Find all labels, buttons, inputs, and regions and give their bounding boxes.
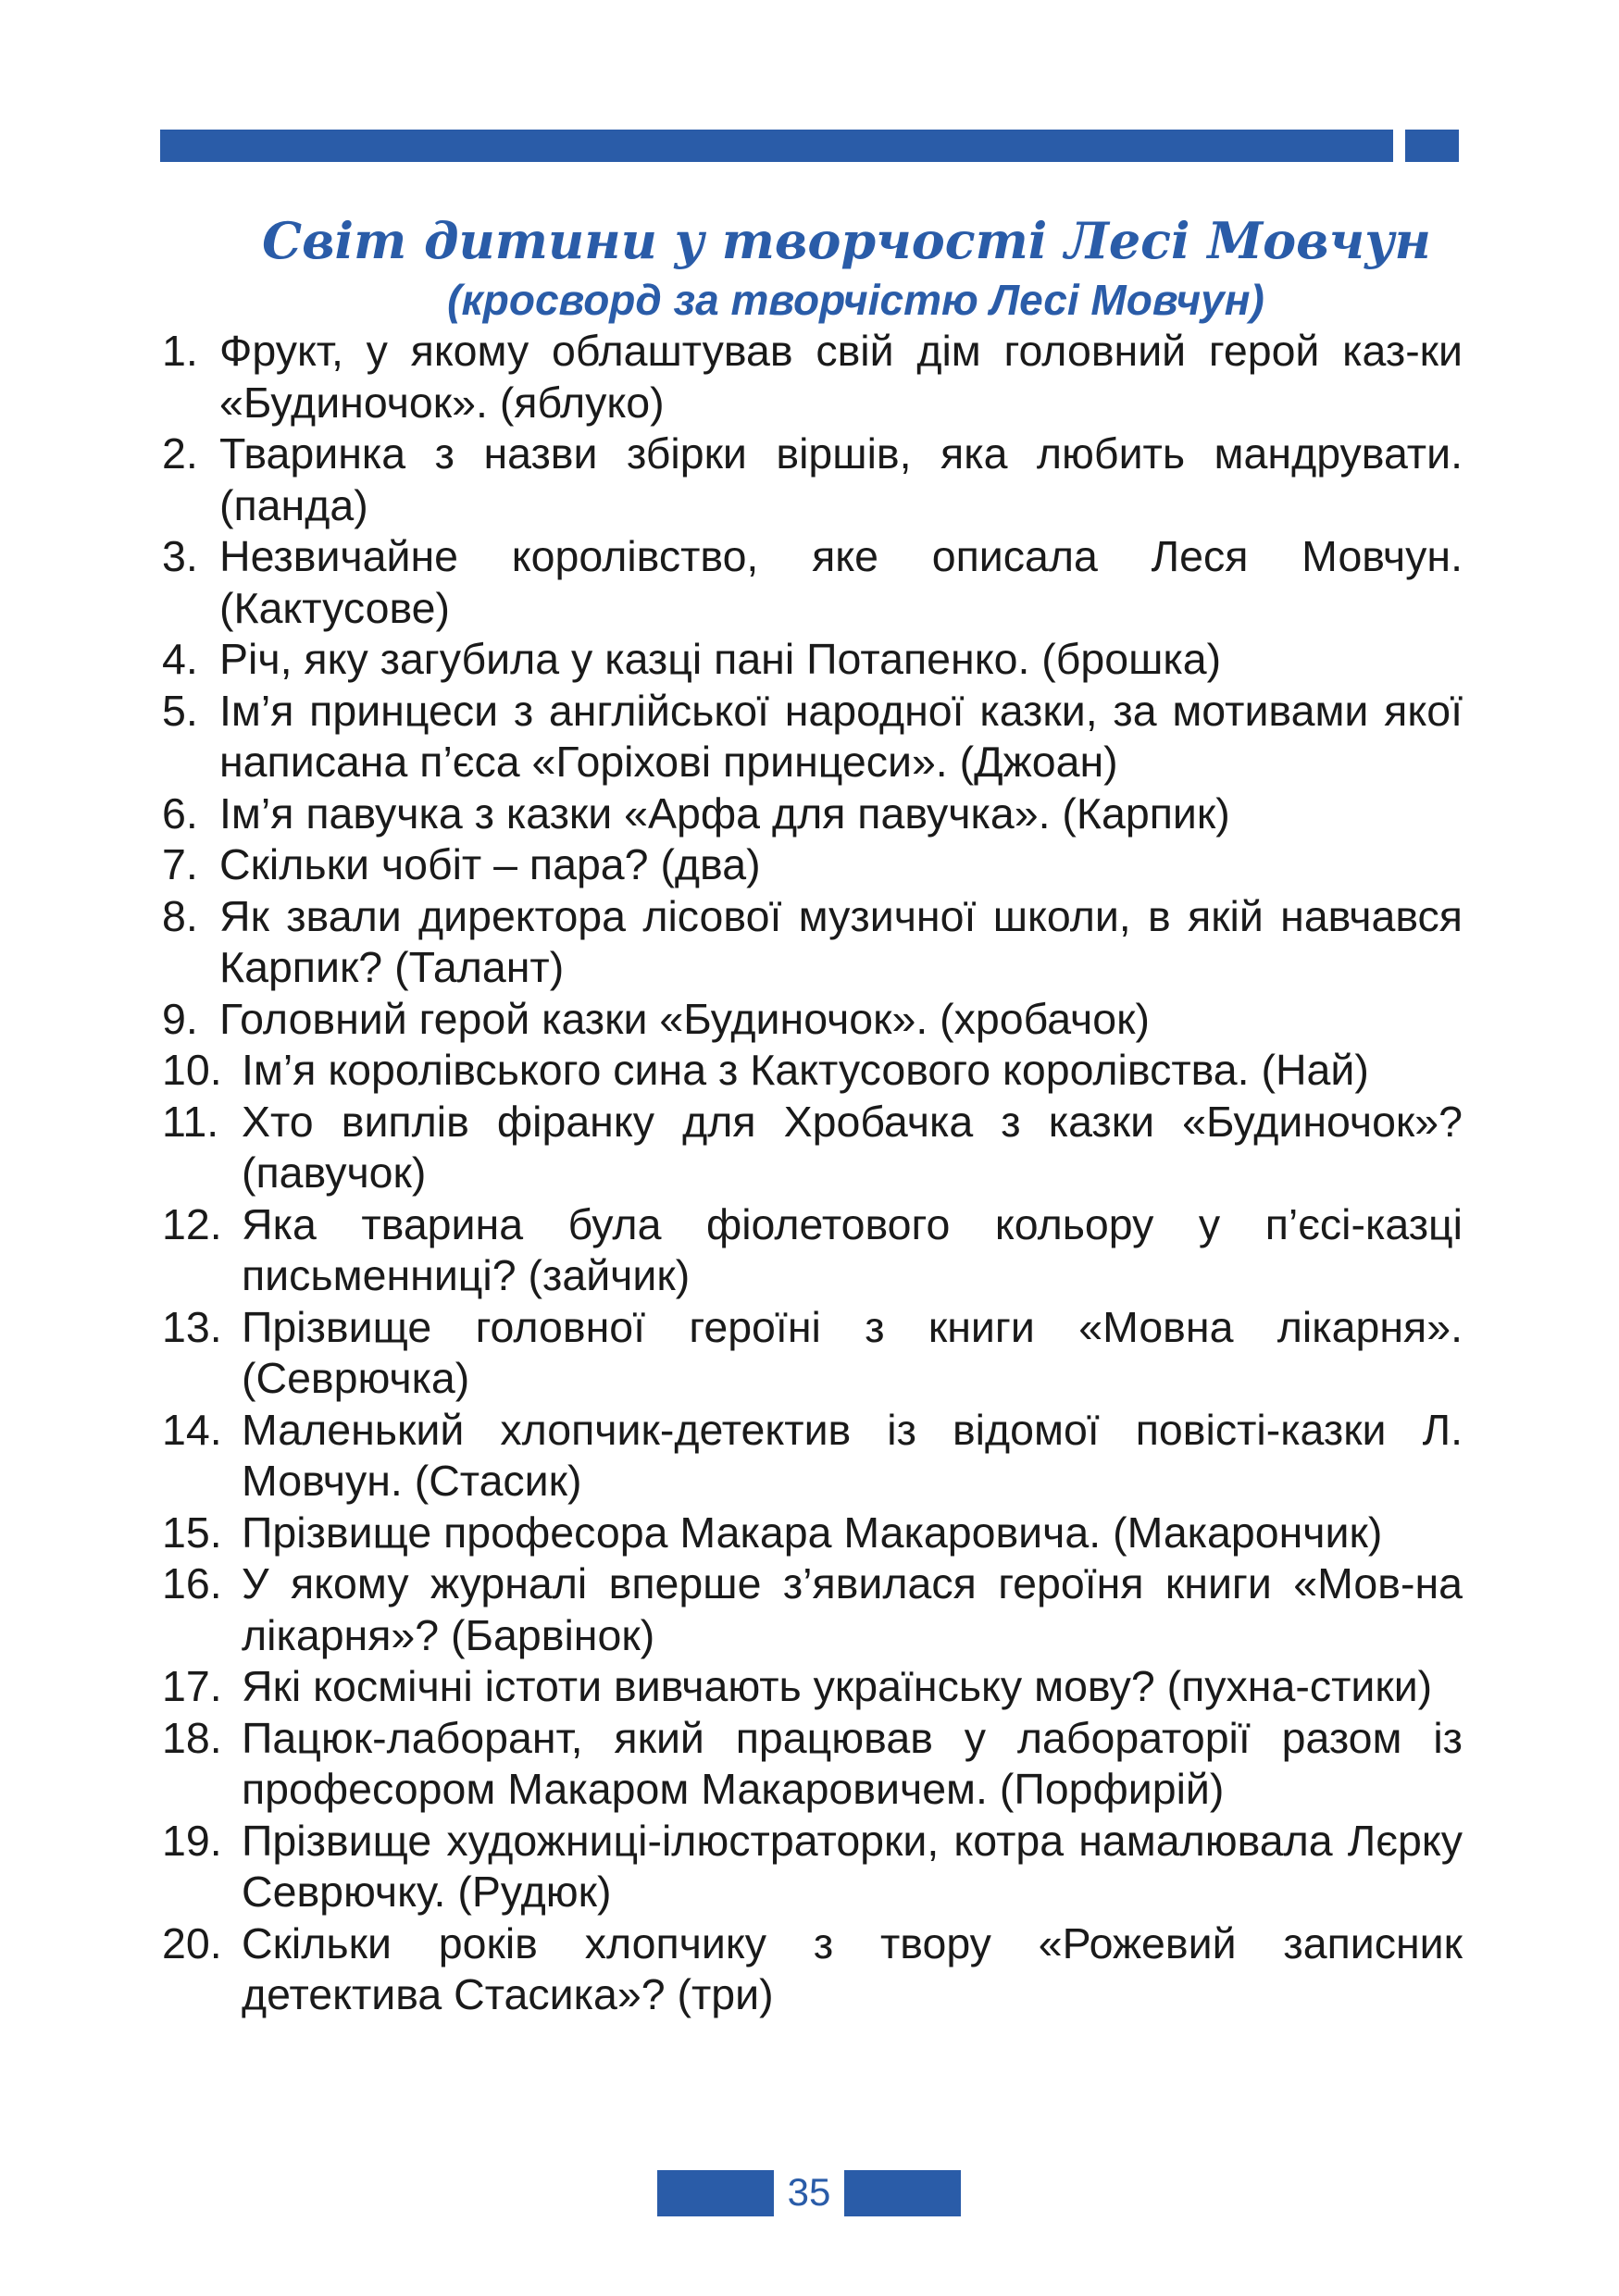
question-number: 16.	[162, 1559, 222, 1607]
question-text: Яка тварина була фіолетового кольору у п’єсі-казці письменниці? (зайчик)	[242, 1199, 1463, 1299]
question-item	[162, 1816, 1463, 1918]
question-number: 8.	[162, 891, 198, 940]
question-item	[162, 1199, 1463, 1302]
question-number: 6.	[162, 788, 198, 838]
question-item	[162, 686, 1463, 788]
page-title: Світ дитини у творчості Лесі Мовчун	[262, 211, 1431, 270]
question-item	[162, 326, 1463, 428]
question-item	[162, 634, 1463, 686]
question-item	[162, 839, 1463, 891]
question-text: Прізвище професора Макара Макаровича. (Макарончик)	[242, 1508, 1383, 1557]
crossword-questions	[162, 326, 1463, 2021]
question-text: Головний герой казки «Будиночок». (хробачок)	[219, 994, 1150, 1043]
question-text: Прізвище художниці-ілюстраторки, котра намалювала Лєрку Севрючку. (Рудюк)	[242, 1816, 1463, 1916]
question-number: 13.	[162, 1302, 222, 1351]
question-number: 9.	[162, 994, 198, 1043]
question-number: 15.	[162, 1508, 222, 1557]
question-item	[162, 788, 1463, 840]
question-text: Хто виплів фіранку для Хробачка з казки «Будиночок»? (павучок)	[242, 1097, 1463, 1197]
page-number: 35	[787, 2170, 831, 2214]
question-number: 10.	[162, 1046, 222, 1094]
question-text: Маленький хлопчик-детектив із відомої повісті-казки Л. Мовчун. (Стасик)	[242, 1405, 1463, 1505]
question-item	[162, 1097, 1463, 1199]
question-number: 4.	[162, 635, 198, 683]
question-number: 12.	[162, 1199, 222, 1248]
question-item	[162, 1302, 1463, 1405]
question-text: Ім’я павучка з казки «Арфа для павучка». (Карпик)	[219, 788, 1230, 838]
question-item	[162, 1918, 1463, 2021]
header-rule	[160, 130, 1393, 162]
page-subtitle: (кросворд за творчістю Лесі Мовчун)	[447, 276, 1264, 324]
question-number: 7.	[162, 840, 198, 888]
question-item	[162, 1405, 1463, 1508]
footer-rule-right	[844, 2170, 961, 2216]
question-text: Тваринка з назви збірки віршів, яка любить мандрувати. (панда)	[219, 429, 1463, 529]
question-number: 19.	[162, 1816, 222, 1865]
question-text: Ім’я принцеси з англійської народної казки, за мотивами якої написана п’єса «Горіхові принцеси». (Джоан)	[219, 686, 1463, 786]
question-item	[162, 1558, 1463, 1661]
question-item	[162, 994, 1463, 1046]
question-number: 18.	[162, 1713, 222, 1762]
question-text: У якому журналі вперше з’явилася героїня книги «Мов-на лікарня»? (Барвінок)	[242, 1559, 1463, 1659]
question-item	[162, 1713, 1463, 1816]
question-number: 3.	[162, 532, 198, 580]
question-text: Які космічні істоти вивчають українську мову? (пухна-стики)	[242, 1662, 1433, 1710]
question-text: Пацюк-лаборант, який працював у лабораторії разом із професором Макаром Макаровичем. (Порфирій)	[242, 1713, 1463, 1813]
question-text: Фрукт, у якому облаштував свій дім головний герой каз-ки «Будиночок». (яблуко)	[219, 327, 1463, 427]
question-text: Прізвище головної героїні з книги «Мовна лікарня». (Севрючка)	[242, 1302, 1463, 1402]
header-rule-end	[1405, 130, 1459, 162]
question-item	[162, 1045, 1463, 1097]
question-text: Скільки років хлопчику з твору «Рожевий записник детектива Стасика»? (три)	[242, 1918, 1463, 2018]
question-number: 1.	[162, 327, 198, 375]
question-item	[162, 1508, 1463, 1559]
question-text: Скільки чобіт – пара? (два)	[219, 840, 761, 888]
question-number: 17.	[162, 1662, 222, 1710]
question-item	[162, 1661, 1463, 1713]
question-text: Ім’я королівського сина з Кактусового королівства. (Най)	[242, 1046, 1369, 1094]
question-text: Незвичайне королівство, яке описала Леся Мовчун. (Кактусове)	[219, 532, 1463, 632]
question-number: 2.	[162, 429, 198, 478]
question-text: Як звали директора лісової музичної школи, в якій навчався Карпик? (Талант)	[219, 891, 1463, 991]
question-item	[162, 891, 1463, 994]
question-number: 20.	[162, 1918, 222, 1967]
question-number: 5.	[162, 686, 198, 735]
question-item	[162, 428, 1463, 531]
question-number: 11.	[162, 1097, 219, 1146]
footer-rule-left	[657, 2170, 774, 2216]
question-item	[162, 531, 1463, 634]
question-number: 14.	[162, 1405, 222, 1454]
question-text: Річ, яку загубила у казці пані Потапенко. (брошка)	[219, 635, 1222, 683]
